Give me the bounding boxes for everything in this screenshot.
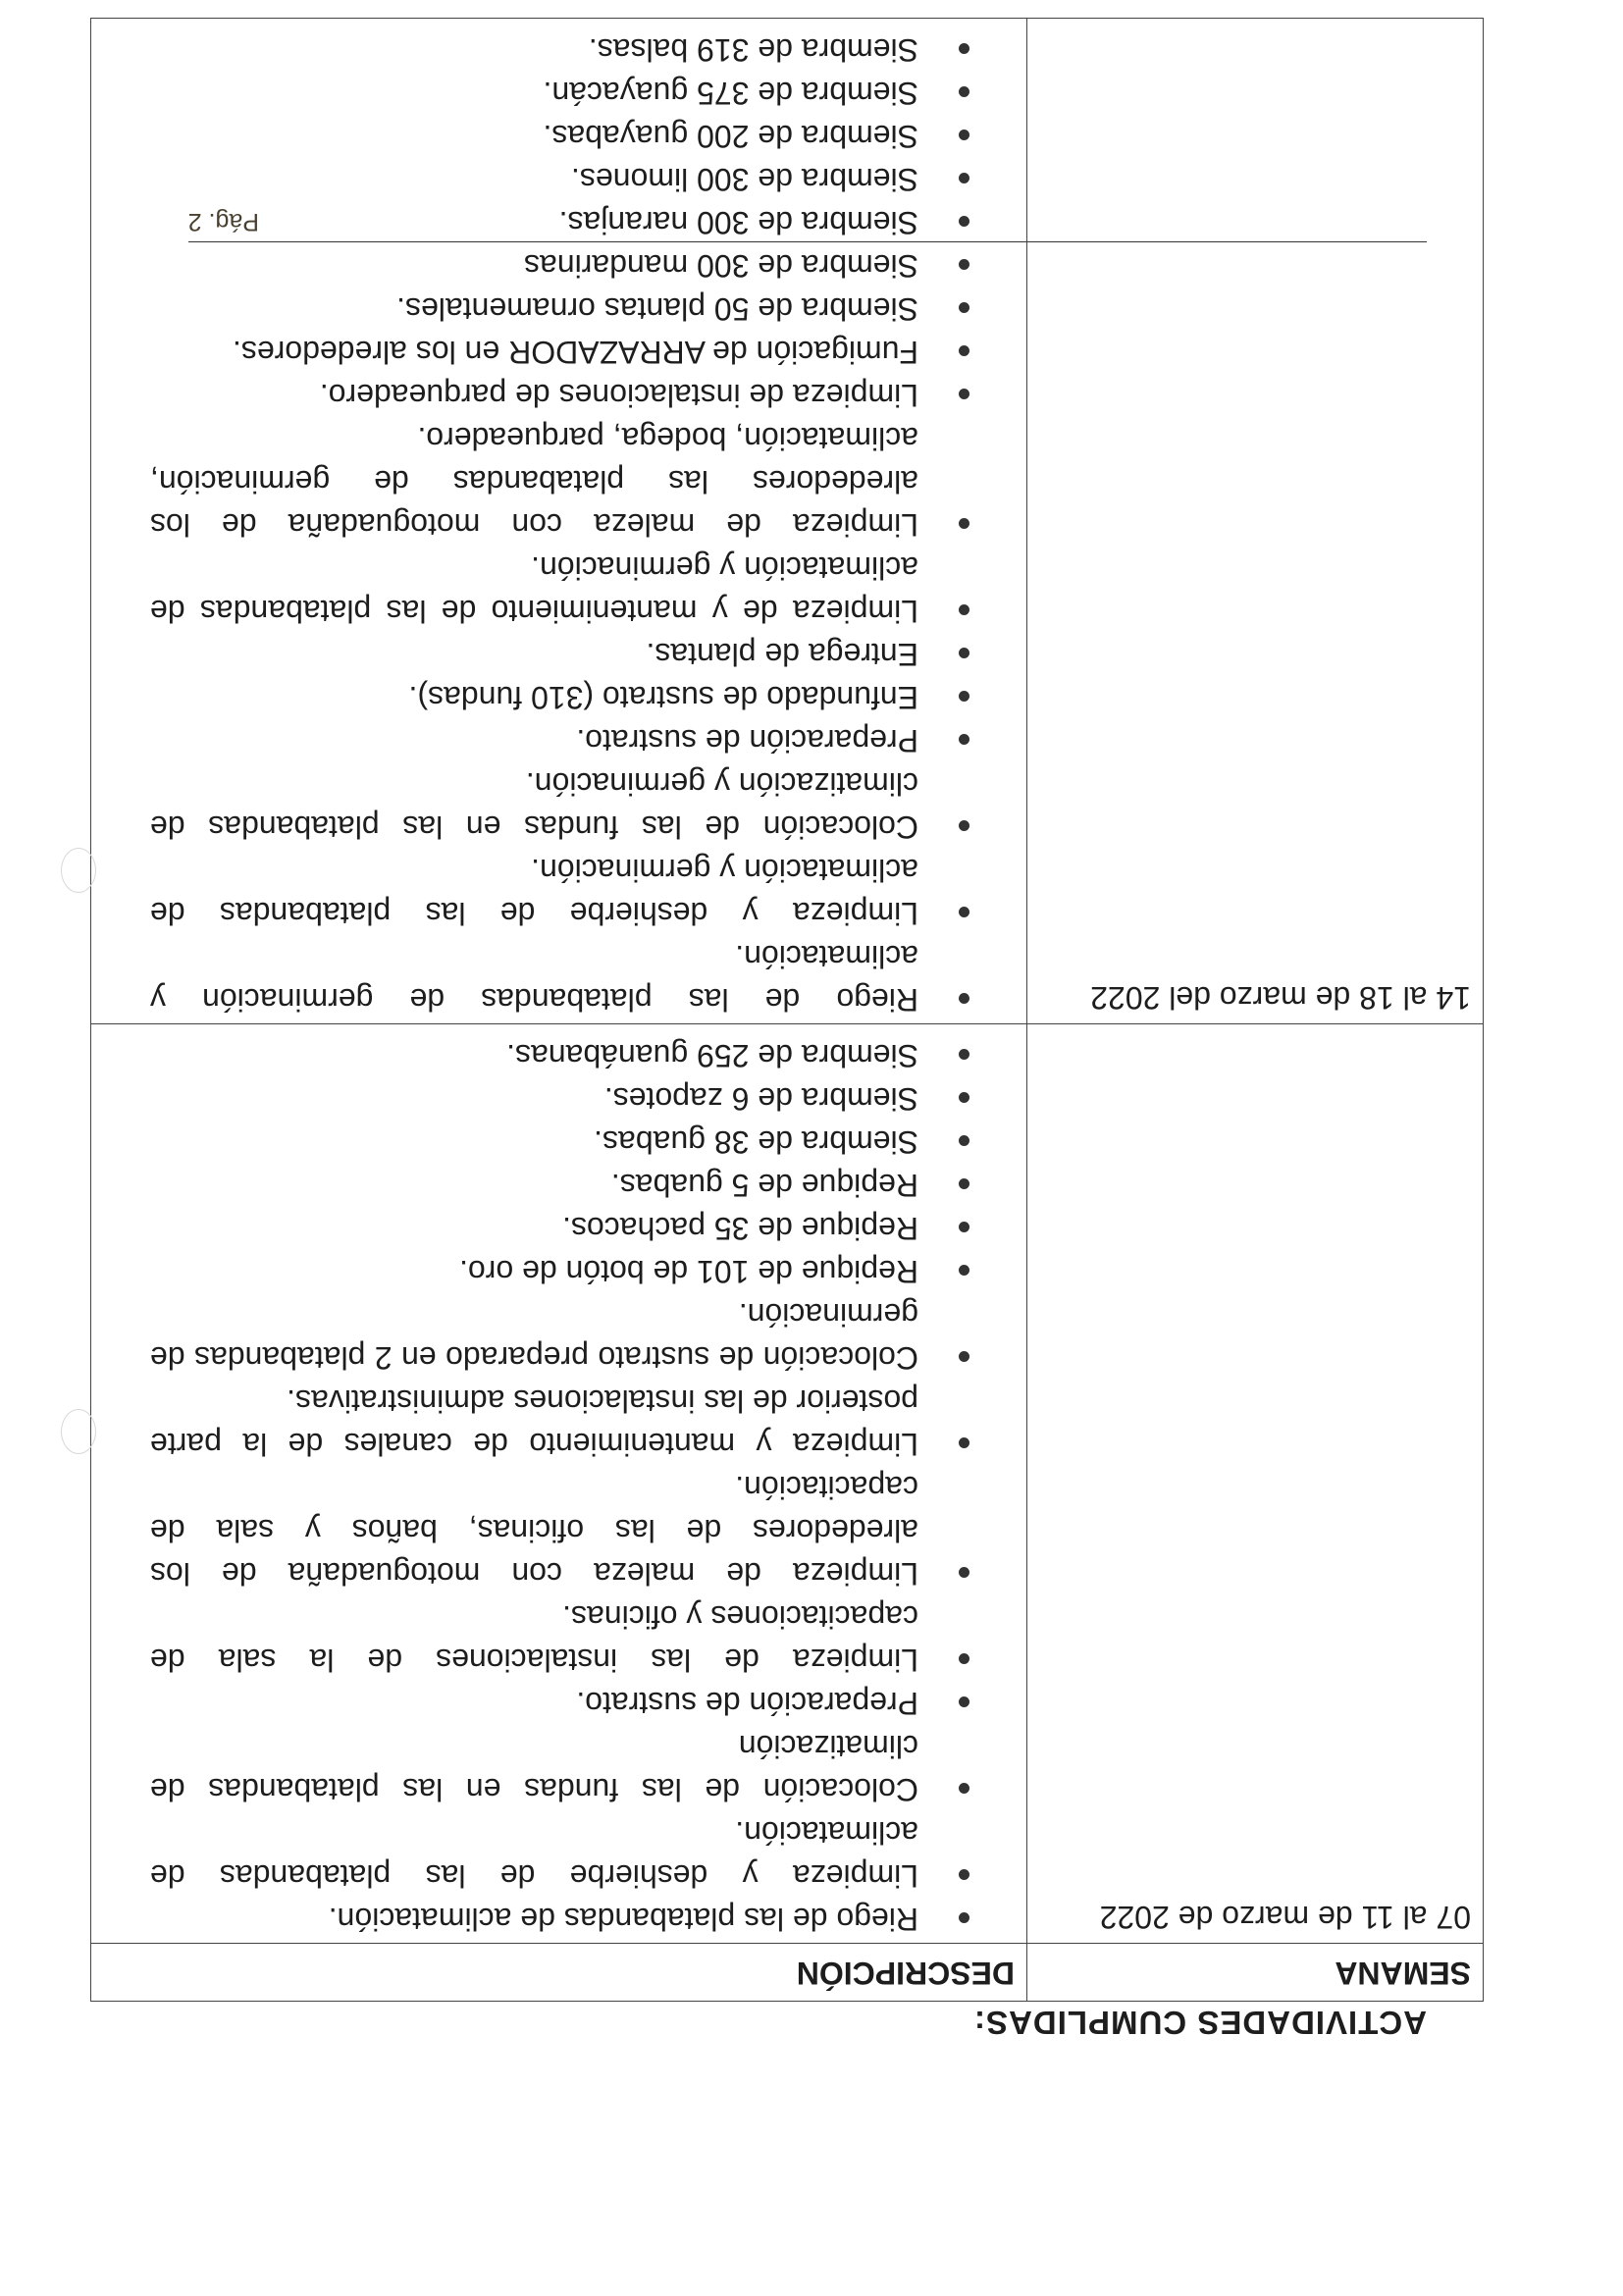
list-item: Preparación de sustrato. — [150, 1682, 987, 1725]
page-number: Pág. 2 — [187, 208, 259, 235]
list-item: Siembra de 300 limones. — [150, 158, 987, 201]
list-item: Repique de 35 pachacos. — [150, 1207, 987, 1250]
list-item: Siembra de 319 balsas. — [150, 28, 987, 72]
list-item: Colocación de sustrato preparado en 2 platabandas de germinación. — [150, 1293, 987, 1380]
column-header-week: SEMANA — [1027, 1944, 1484, 2002]
list-item: Limpieza y deshierbe de las platabandas de aclimatación. — [150, 1811, 987, 1898]
list-item: Siembra de 259 guanábanas. — [150, 1034, 987, 1077]
list-item: Fumigación de ARRAZADOR en los alrededores. — [150, 331, 987, 374]
list-item: Repique de 5 guabas. — [150, 1164, 987, 1207]
list-item: Limpieza y mantenimiento de canales de la parte posterior de las instalaciones administrativas. — [150, 1380, 987, 1466]
list-item: Siembra de 300 mandarinas — [150, 244, 987, 287]
list-item: Siembra de 38 guabas. — [150, 1121, 987, 1164]
activities-table — [90, 18, 1484, 2002]
description-cell — [91, 19, 1027, 1024]
list-item: Limpieza y deshierbe de las platabandas de aclimatación y germinación. — [150, 849, 987, 935]
week-cell: 14 al 18 de marzo del 2022 — [1027, 19, 1484, 1024]
list-item: Limpieza de maleza con motoguadaña de los alrededores las platabandas de germinación, aclimatación, bodega, parqueadero. — [150, 417, 987, 547]
list-item: Siembra de 300 naranjas. — [150, 201, 987, 244]
list-item: Riego de las platabandas de germinación y aclimatación. — [150, 935, 987, 1021]
list-item: Siembra de 50 plantas ornamentales. — [150, 287, 987, 331]
week-cell: 07 al 11 de marzo de 2022 — [1027, 1024, 1484, 1944]
column-header-description: DESCRIPCIÓN — [91, 1944, 1027, 2002]
list-item: Riego de las platabandas de aclimatación. — [150, 1898, 987, 1941]
list-item: Entrega de plantas. — [150, 633, 987, 676]
table-row — [91, 19, 1484, 1024]
activity-list — [150, 1034, 987, 1941]
list-item: Siembra de 6 zapotes. — [150, 1077, 987, 1121]
activity-list — [150, 28, 987, 1021]
list-item: Limpieza de y mantenimiento de las platabandas de aclimatación y germinación. — [150, 547, 987, 633]
list-item: Preparación de sustrato. — [150, 719, 987, 762]
list-item: Siembra de 375 guayacán. — [150, 72, 987, 115]
punch-hole — [61, 848, 96, 893]
list-item: Colocación de las fundas en las platabandas de climatización — [150, 1725, 987, 1811]
list-item: Colocación de las fundas en las platabandas de climatización y germinación. — [150, 762, 987, 849]
table-row — [91, 1024, 1484, 1944]
list-item: Repique de 101 de botón de oro. — [150, 1250, 987, 1293]
list-item: Limpieza de maleza con motoguadaña de los alrededores de las oficinas, baños y sala de capacitación. — [150, 1466, 987, 1595]
punch-hole — [61, 1409, 96, 1454]
table-header-row — [91, 1944, 1484, 2002]
description-cell — [91, 1024, 1027, 1944]
list-item: Limpieza de las instalaciones de la sala de capacitaciones y oficinas. — [150, 1595, 987, 1682]
list-item: Limpieza de instalaciones de parqueadero. — [150, 374, 987, 417]
section-title: ACTIVIDADES CUMPLIDAS: — [972, 2005, 1427, 2041]
list-item: Siembra de 200 guayabas. — [150, 115, 987, 158]
table-body — [91, 19, 1484, 1944]
list-item: Enfundado de sustrato (310 fundas). — [150, 676, 987, 719]
